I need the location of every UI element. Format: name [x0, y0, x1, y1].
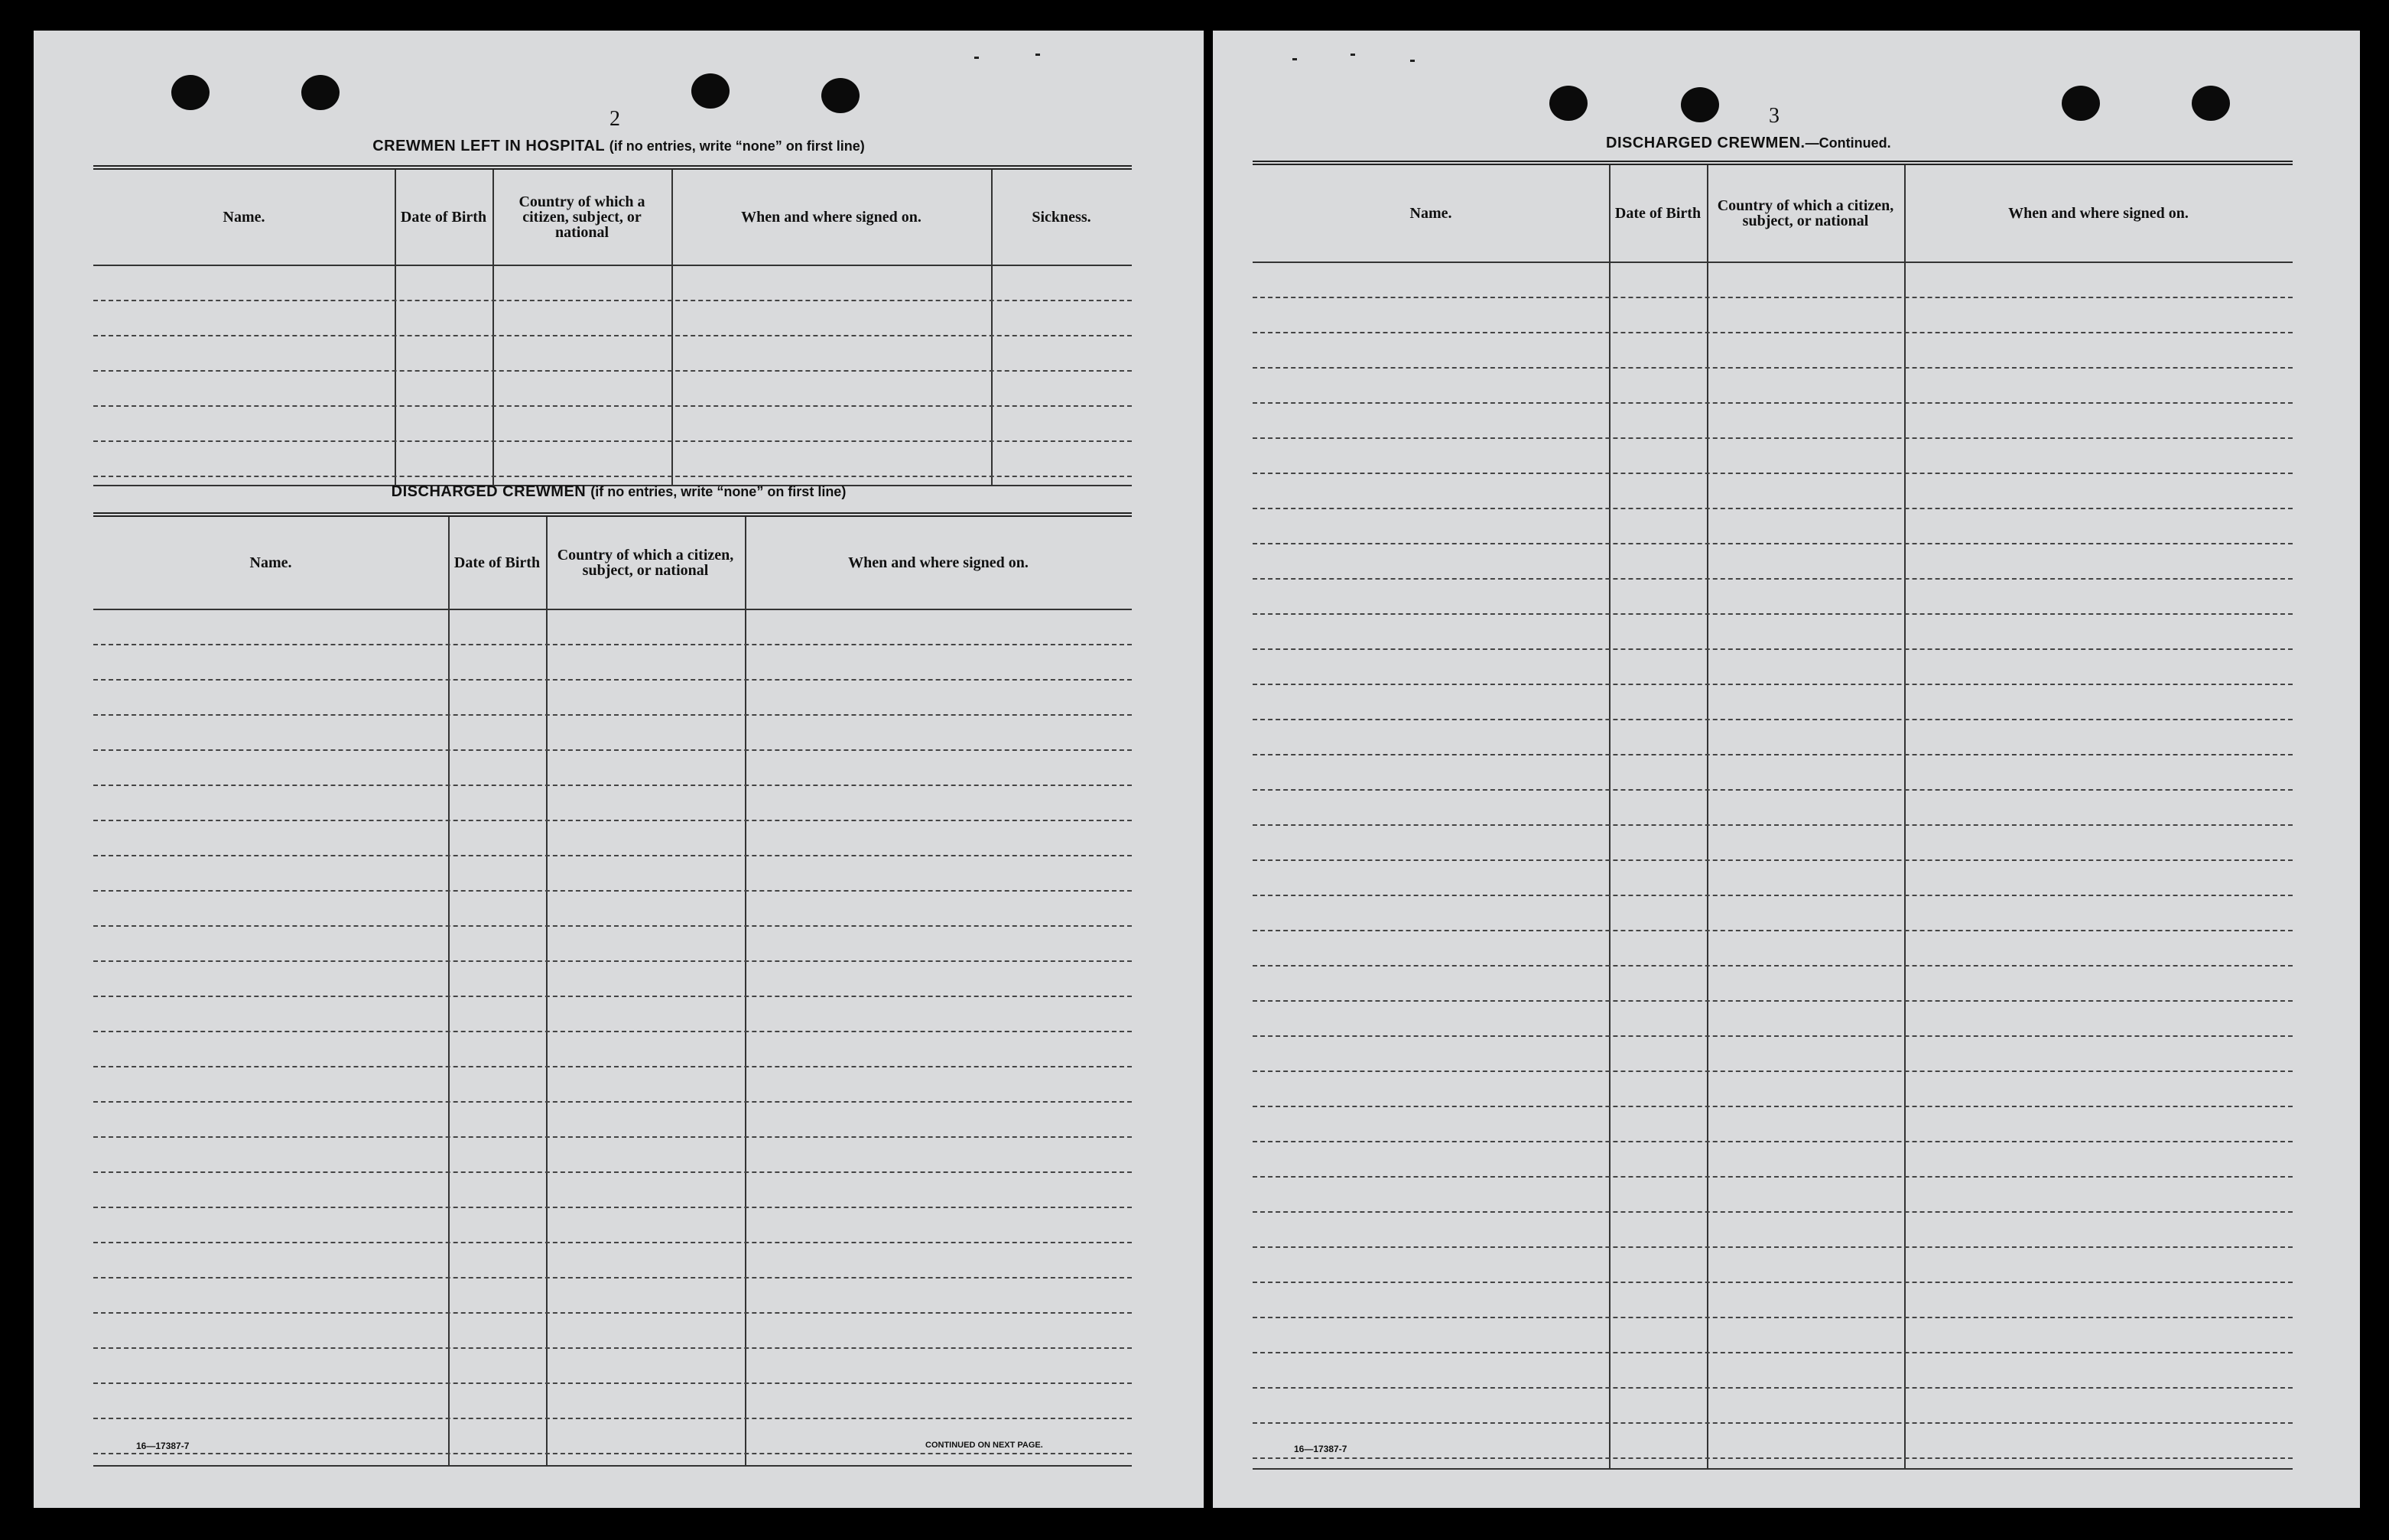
column-divider [991, 170, 993, 486]
entry-line[interactable] [93, 335, 1132, 336]
entry-line[interactable] [1253, 402, 2293, 404]
entry-line[interactable] [93, 925, 1132, 927]
entry-line[interactable] [93, 405, 1132, 407]
entry-line[interactable] [1253, 684, 2293, 685]
column-header: Sickness. [1032, 209, 1091, 226]
page-number: 2 [609, 107, 620, 131]
entry-line[interactable] [1253, 1387, 2293, 1389]
punch-hole [1549, 86, 1588, 121]
column-header: Date of Birth [453, 554, 541, 571]
entry-line[interactable] [93, 749, 1132, 751]
entry-line[interactable] [93, 1242, 1132, 1243]
entry-line[interactable] [1253, 1000, 2293, 1002]
entry-line[interactable] [1253, 895, 2293, 896]
column-divider [546, 517, 548, 1467]
punch-hole [691, 73, 730, 109]
entry-line[interactable] [1253, 332, 2293, 333]
column-header: When and where signed on. [848, 554, 1029, 571]
entry-line[interactable] [93, 785, 1132, 786]
form-number: 16—17387-7 [1294, 1444, 1347, 1454]
continued-note: CONTINUED ON NEXT PAGE. [925, 1441, 1043, 1450]
left-page [34, 31, 1204, 1508]
punch-hole [301, 75, 340, 110]
entry-line[interactable] [1253, 1106, 2293, 1107]
entry-line[interactable] [1253, 965, 2293, 967]
entry-line[interactable] [93, 370, 1132, 372]
entry-line[interactable] [1253, 754, 2293, 755]
entry-line[interactable] [1253, 789, 2293, 791]
entry-line[interactable] [1253, 543, 2293, 544]
entry-line[interactable] [93, 1312, 1132, 1314]
punch-hole [1681, 87, 1719, 122]
discharged-continued-table [1253, 161, 2293, 1470]
entry-line[interactable] [93, 440, 1132, 442]
entry-line[interactable] [1253, 367, 2293, 369]
table-top-rule [93, 512, 1132, 517]
hospital-table [93, 165, 1132, 486]
column-divider [1904, 165, 1906, 1470]
entry-line[interactable] [1253, 1211, 2293, 1213]
entry-line[interactable] [93, 1136, 1132, 1138]
entry-line[interactable] [93, 1453, 1132, 1454]
column-divider [492, 170, 494, 486]
header-rule [93, 609, 1132, 610]
discharged-table [93, 512, 1132, 1467]
punch-hole [2192, 86, 2230, 121]
entry-line[interactable] [1253, 1035, 2293, 1037]
entry-line[interactable] [1253, 859, 2293, 861]
entry-line[interactable] [93, 960, 1132, 962]
form-number: 16—17387-7 [136, 1441, 190, 1451]
entry-line[interactable] [1253, 613, 2293, 615]
page-number: 3 [1769, 104, 1780, 128]
entry-line[interactable] [1253, 648, 2293, 650]
column-header: When and where signed on. [741, 209, 921, 226]
entry-line[interactable] [93, 1207, 1132, 1208]
discharged-continued-title: DISCHARGED CREWMEN.—Continued. [1606, 135, 1891, 151]
entry-line[interactable] [1253, 437, 2293, 439]
table-bottom-rule [1253, 1468, 2293, 1470]
entry-line[interactable] [93, 820, 1132, 821]
column-header: Name. [249, 554, 292, 571]
column-header: Date of Birth [400, 209, 487, 226]
column-header: Country of which a citizen, subject, or national [518, 193, 645, 241]
column-divider [448, 517, 450, 1467]
column-header: Country of which a citizen, subject, or national [557, 547, 734, 579]
entry-line[interactable] [93, 1101, 1132, 1103]
header-rule [93, 265, 1132, 266]
table-top-rule [93, 165, 1132, 170]
entry-line[interactable] [93, 714, 1132, 716]
entry-line[interactable] [93, 855, 1132, 856]
entry-line[interactable] [93, 1031, 1132, 1032]
hospital-section-title: CREWMEN LEFT IN HOSPITAL (if no entries, write “none” on first line) [372, 138, 865, 154]
entry-line[interactable] [1253, 1422, 2293, 1424]
entry-line[interactable] [1253, 1141, 2293, 1142]
column-header: Country of which a citizen, subject, or national [1717, 197, 1894, 229]
entry-line[interactable] [1253, 1176, 2293, 1178]
discharged-section-title: DISCHARGED CREWMEN (if no entries, write “none” on first line) [391, 483, 847, 500]
entry-line[interactable] [1253, 297, 2293, 298]
entry-line[interactable] [1253, 473, 2293, 474]
column-divider [745, 517, 746, 1467]
entry-line[interactable] [1253, 1282, 2293, 1283]
column-divider [1609, 165, 1611, 1470]
column-header: Date of Birth [1614, 205, 1702, 222]
column-divider [1707, 165, 1708, 1470]
entry-line[interactable] [93, 679, 1132, 681]
entry-line[interactable] [93, 1382, 1132, 1384]
entry-line[interactable] [93, 1171, 1132, 1173]
entry-line[interactable] [1253, 1352, 2293, 1353]
entry-line[interactable] [1253, 824, 2293, 826]
entry-line[interactable] [93, 476, 1132, 477]
entry-line[interactable] [93, 1277, 1132, 1278]
entry-line[interactable] [1253, 1317, 2293, 1318]
table-top-rule [1253, 161, 2293, 165]
punch-hole [821, 78, 860, 113]
column-header: Name. [1409, 205, 1452, 222]
entry-line[interactable] [93, 1066, 1132, 1067]
entry-line[interactable] [93, 644, 1132, 645]
punch-hole [2062, 86, 2100, 121]
entry-line[interactable] [1253, 719, 2293, 720]
table-bottom-rule [93, 1465, 1132, 1467]
entry-line[interactable] [93, 300, 1132, 301]
header-rule [1253, 262, 2293, 263]
entry-line[interactable] [93, 1418, 1132, 1419]
column-header: Name. [223, 209, 265, 226]
entry-line[interactable] [1253, 1457, 2293, 1459]
entry-line[interactable] [1253, 1071, 2293, 1072]
column-divider [671, 170, 673, 486]
entry-line[interactable] [1253, 578, 2293, 580]
column-divider [395, 170, 396, 486]
entry-line[interactable] [1253, 1246, 2293, 1248]
right-page [1213, 31, 2360, 1508]
punch-hole [171, 75, 210, 110]
entry-line[interactable] [1253, 508, 2293, 509]
entry-line[interactable] [93, 890, 1132, 892]
column-header: When and where signed on. [2008, 205, 2189, 222]
entry-line[interactable] [93, 1347, 1132, 1349]
entry-line[interactable] [93, 996, 1132, 997]
entry-line[interactable] [1253, 930, 2293, 931]
